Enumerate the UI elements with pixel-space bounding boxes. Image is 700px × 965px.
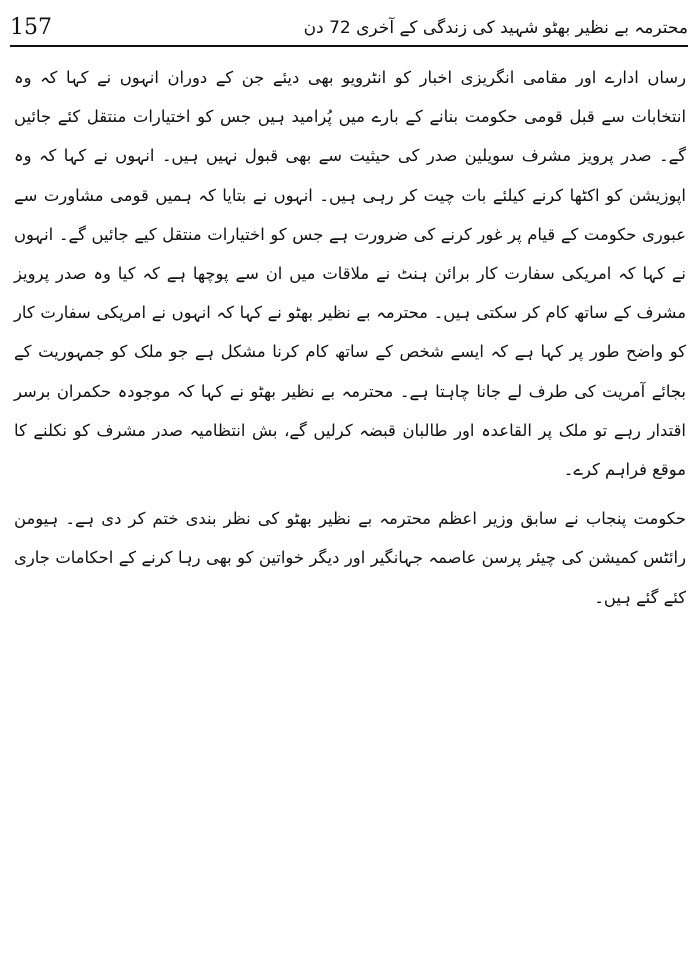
body-text bbox=[14, 58, 686, 617]
page-number: 157 bbox=[10, 15, 52, 40]
paragraph-1: رساں ادارے اور مقامی انگریزی اخبار کو انٹرویو بھی دیئے جن کے دوران انہوں نے کہا کہ وہ انتخابات سے قبل قومی حکومت بنانے کے بارے میں پُرامید ہیں جس کو اختیارات منتقل کئے جائیں گے۔ صدر پرویز مشرف سویلین صدر کی حیثیت سے بھی قبول نہیں ہیں۔ انہوں نے کہا کہ وہ اپوزیشن کو اکٹھا کرنے کیلئے بات چیت کر رہی ہیں۔ انہوں نے بتایا کہ ہمیں قومی مشاورت سے عبوری حکومت کے قیام پر غور کرنے کی ضرورت ہے جس کو اختیارات منتقل کیے جائیں گے۔ انہوں نے کہا کہ امریکی سفارت کار برائن ہنٹ نے ملاقات میں ان سے پوچھا ہے کہ کیا وہ صدر پرویز مشرف کے ساتھ کام کر سکتی ہیں۔ محترمہ بے نظیر بھٹو نے کہا کہ انہوں نے امریکی سفارت کار کو واضح طور پر کہا ہے کہ ایسے شخص کے ساتھ کام کرنا مشکل ہے جو ملک کو جمہوریت کے بجائے آمریت کی طرف لے جانا چاہتا ہے۔ محترمہ بے نظیر بھٹو نے کہا کہ موجودہ حکمران برسر اقتدار رہے تو ملک پر القاعدہ اور طالبان قبضہ کرلیں گے، بش انتظامیہ صدر مشرف کو نکلنے کا موقع فراہم کرے۔ bbox=[14, 68, 686, 480]
page-header bbox=[10, 14, 688, 44]
paragraph-2: حکومت پنجاب نے سابق وزیر اعظم محترمہ بے نظیر بھٹو کی نظر بندی ختم کر دی ہے۔ ہیومن رائٹس کمیشن کی چیئر پرسن عاصمہ جہانگیر اور دیگر خواتین کو بھی رہا کرنے کے احکامات جاری کئے گئے ہیں۔ bbox=[14, 509, 686, 607]
header-rule bbox=[10, 45, 688, 47]
running-title: محترمہ بے نظیر بھٹو شہید کی زندگی کے آخری 72 دن bbox=[303, 18, 688, 38]
